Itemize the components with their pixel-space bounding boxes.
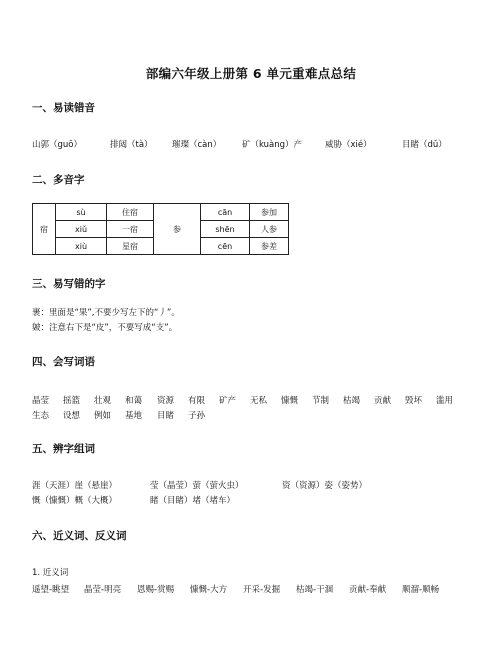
table-cell: sù [56, 204, 107, 221]
table-cell: 住宿 [107, 204, 154, 221]
table-cell: 人参 [250, 221, 289, 238]
section-heading: 一、易读错音 [32, 102, 95, 114]
table-cell: 参差 [250, 238, 289, 255]
list-item: 睹（目睹）堵（堵车） [150, 496, 236, 506]
list-item: 莹（晶莹）萤（萤火虫） [150, 481, 244, 491]
table-cell: shēn [201, 221, 250, 238]
list-item: 资源 [157, 396, 175, 406]
list-item: 慨（慷慨）概（大概） [32, 496, 118, 506]
list-item: 无私 [250, 396, 268, 406]
list-item: 目睹（dǔ） [402, 140, 447, 150]
section-heading: 三、易写错的字 [32, 278, 106, 290]
list-item: 设想 [63, 411, 81, 421]
page-title: 部编六年级上册第 6 单元重难点总结 [145, 66, 357, 81]
pronunciation-list [32, 138, 447, 150]
list-item: 矿（kuàng）产 [242, 140, 303, 150]
list-item: 滥用 [436, 396, 454, 406]
table-cell: 一宿 [107, 221, 154, 238]
list-item: 璀璨（càn） [172, 140, 222, 150]
list-item: 生态 [32, 411, 50, 421]
list-item: 晶莹 [32, 396, 50, 406]
list-item: 慷慨 [281, 396, 299, 406]
list-item: 遥望-眺望 [32, 585, 70, 595]
table-cell: 宿 [33, 204, 56, 255]
list-item: 子孙 [188, 411, 206, 421]
table-cell: cēn [201, 238, 250, 255]
table-cell: cān [201, 204, 250, 221]
note-line: 裹：里面是“果”,不要少写左下的“丿”。 [32, 308, 180, 318]
section-heading: 五、辨字组词 [32, 443, 95, 455]
word-list [32, 394, 453, 406]
list-item: 摇篮 [63, 396, 81, 406]
list-item: 资（资源）姿（姿势） [282, 481, 368, 491]
list-item: 开采-发掘 [243, 585, 281, 595]
list-item: 贡献 [374, 396, 392, 406]
list-item: 慷慨-大方 [190, 585, 228, 595]
list-item: 基地 [125, 411, 143, 421]
list-item: 有限 [188, 396, 206, 406]
list-item: 晶莹-明亮 [84, 585, 122, 595]
table-cell: 星宿 [107, 238, 154, 255]
list-item: 壮观 [94, 396, 112, 406]
table-cell: 参 [154, 204, 201, 255]
list-item: 和蔼 [125, 396, 143, 406]
word-group-list [32, 479, 367, 491]
list-item: 矿产 [219, 396, 237, 406]
list-item: 毁坏 [405, 396, 423, 406]
section-heading: 四、会写词语 [32, 356, 95, 368]
list-item: 威胁（xié） [325, 140, 372, 150]
note-line: 皴：注意右下是“皮”，不要写成“支”。 [32, 323, 178, 333]
polyphone-table [32, 203, 289, 255]
section-heading: 六、近义词、反义词 [32, 530, 127, 542]
list-item: 贡献-奉献 [349, 585, 387, 595]
list-item: 枯竭-干涸 [296, 585, 334, 595]
word-list [32, 409, 205, 421]
table-cell: 参加 [250, 204, 289, 221]
synonym-list [32, 583, 439, 595]
subheading: 1. 近义词 [32, 568, 69, 578]
list-item: 节制 [312, 396, 330, 406]
list-item: 例如 [94, 411, 112, 421]
list-item: 排闼（tà） [110, 140, 153, 150]
word-group-list [32, 494, 235, 506]
table-cell: xiù [56, 238, 107, 255]
list-item: 恩赐-赏赐 [137, 585, 175, 595]
list-item: 顺溜-顺畅 [402, 585, 440, 595]
list-item: 枯竭 [343, 396, 361, 406]
list-item: 目睹 [157, 411, 175, 421]
list-item: 涯（天涯）崖（悬崖） [32, 481, 118, 491]
section-heading: 二、多音字 [32, 174, 85, 186]
table-cell: xiǔ [56, 221, 107, 238]
list-item: 山郭（guō） [32, 140, 82, 150]
